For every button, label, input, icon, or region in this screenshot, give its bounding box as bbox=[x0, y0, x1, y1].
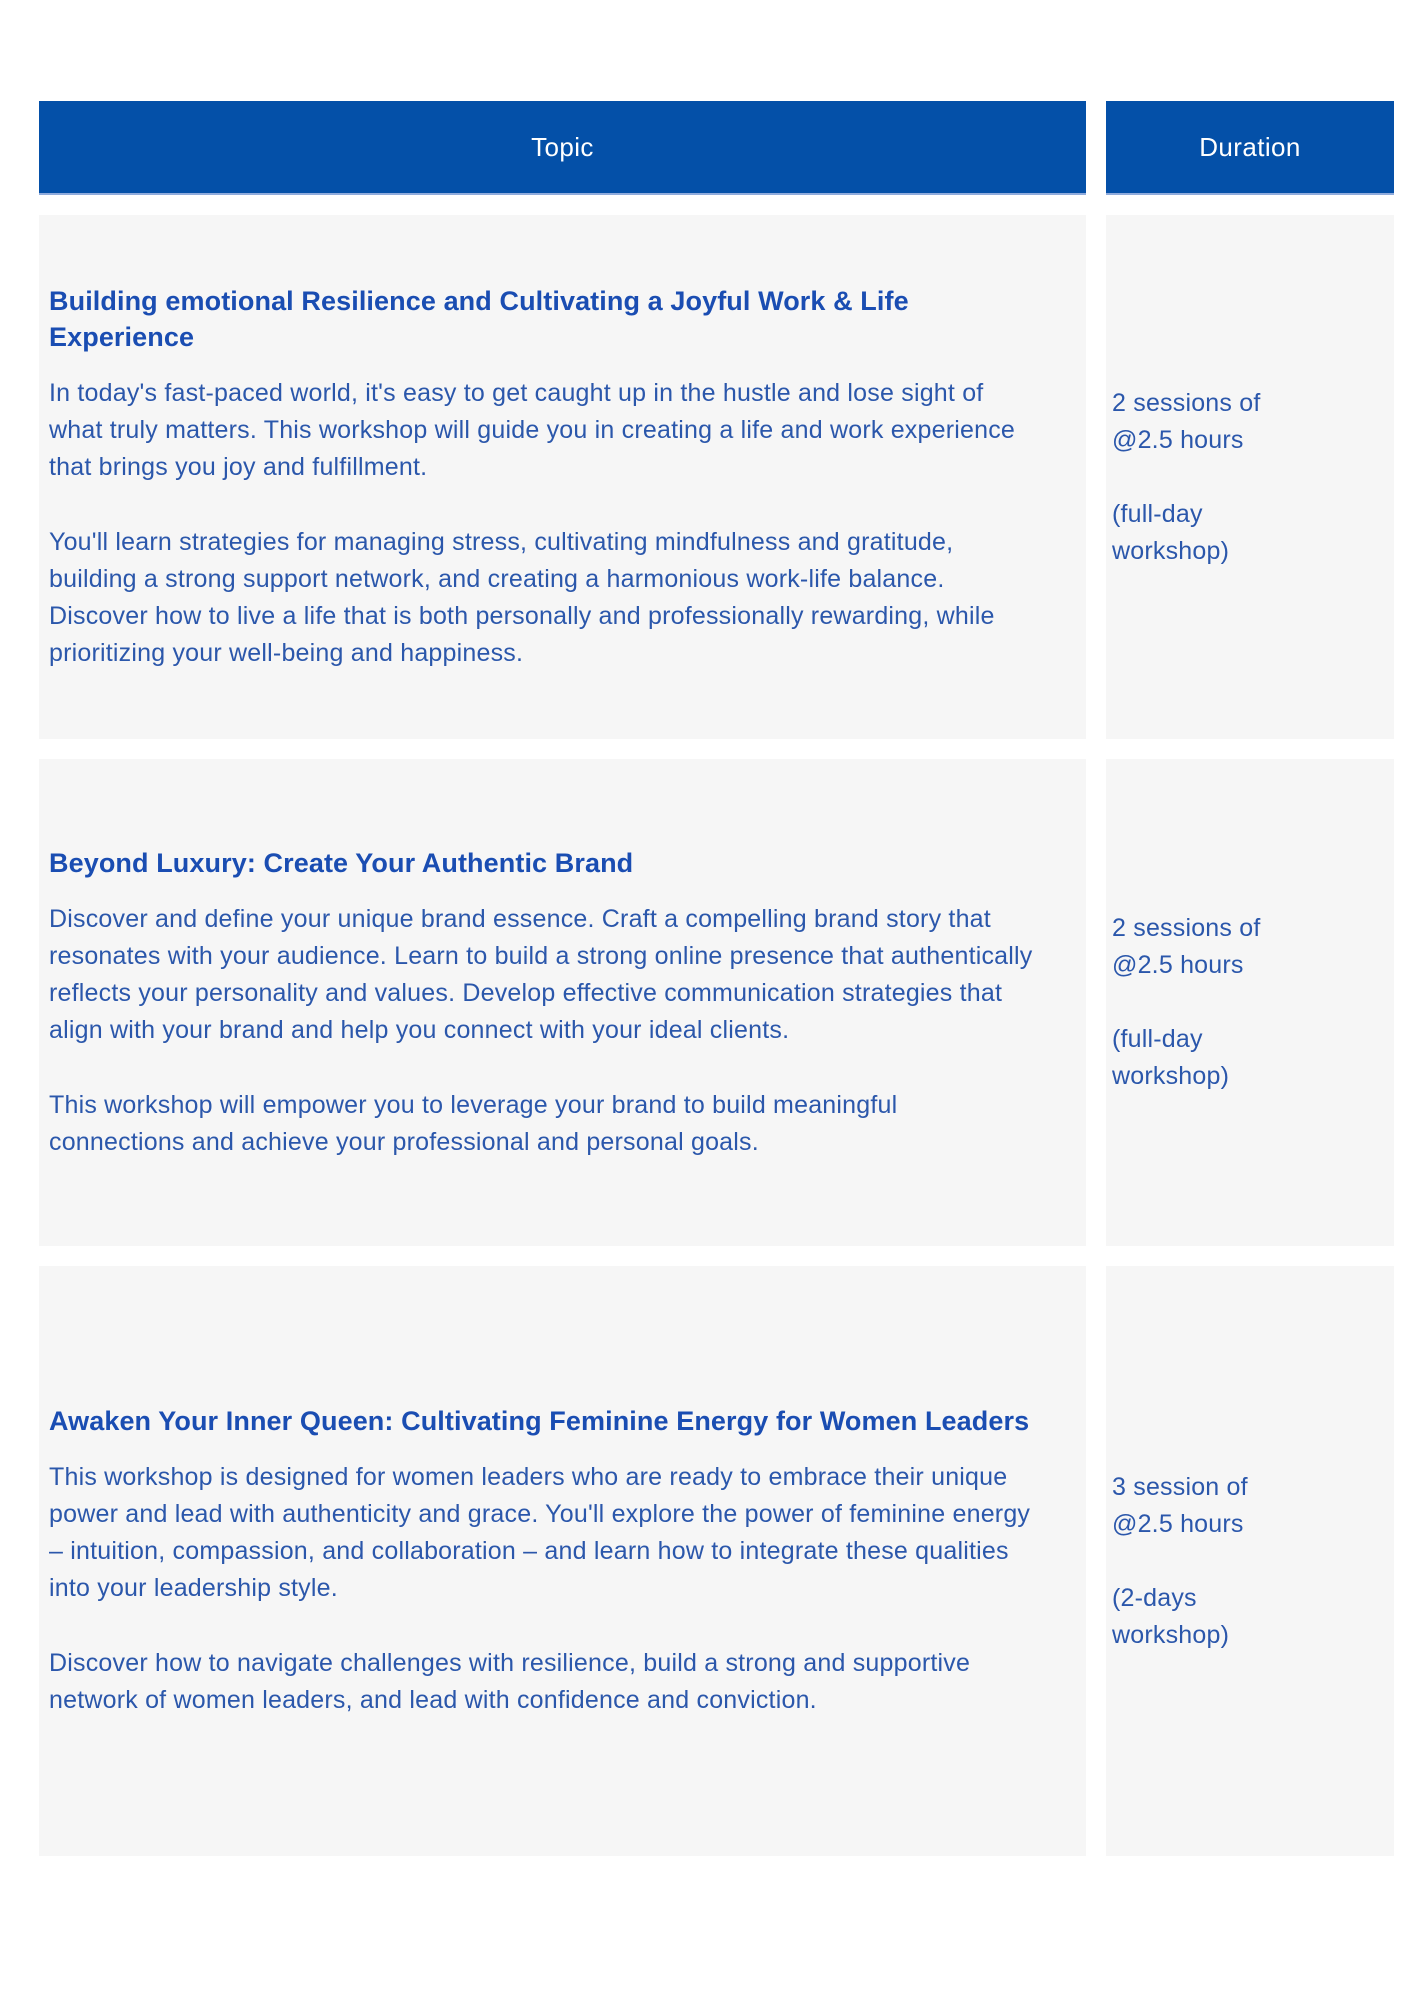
table-row-1-duration-cell bbox=[1106, 215, 1394, 739]
duration-header-label: Duration bbox=[1199, 131, 1301, 162]
duration-format: (full-day workshop) bbox=[1112, 1025, 1230, 1090]
workshop-title: Beyond Luxury: Create Your Authentic Brand bbox=[49, 847, 634, 878]
duration-header-cell bbox=[1106, 101, 1394, 195]
workshop-title: Building emotional Resilience and Cultivating a Joyful Work & Life Experience bbox=[49, 285, 909, 352]
duration-text bbox=[1112, 1469, 1294, 1654]
workshops-table bbox=[39, 101, 1394, 1856]
workshop-paragraph: Discover and define your unique brand essence. Craft a compelling brand story that resonates with your audience. Learn to build a strong online presence that authentically reflects your personality and values. Develop effective communication strategies that align with your brand and help you connect with your ideal clients. bbox=[49, 904, 1033, 1044]
duration-text bbox=[1112, 385, 1294, 570]
table-row-2-topic-cell bbox=[39, 759, 1086, 1246]
duration-sessions: 3 session of @2.5 hours bbox=[1112, 1472, 1248, 1538]
duration-text bbox=[1112, 910, 1294, 1095]
topic-header-cell bbox=[39, 101, 1086, 195]
workshop-description bbox=[49, 1459, 1038, 1719]
duration-sessions: 2 sessions of @2.5 hours bbox=[1112, 914, 1261, 979]
table-row-3-duration-cell bbox=[1106, 1266, 1394, 1856]
workshop-paragraph: You'll learn strategies for managing stress, cultivating mindfulness and gratitude, building a strong support network, and creating a harmonious work-life balance. Discover how to live a life that is both personally and professionally rewarding, while prioritizing your well-being and happiness. bbox=[49, 527, 995, 667]
table-row-1-topic-cell bbox=[39, 215, 1086, 739]
topic-header-label: Topic bbox=[531, 131, 594, 162]
workshop-title: Awaken Your Inner Queen: Cultivating Feminine Energy for Women Leaders bbox=[49, 1406, 1030, 1436]
workshop-paragraph: This workshop will empower you to leverage your brand to build meaningful connections and achieve your professional and personal goals. bbox=[49, 1090, 898, 1156]
table-row-3-topic-cell bbox=[39, 1266, 1086, 1856]
workshop-description bbox=[49, 375, 1038, 672]
workshop-paragraph: This workshop is designed for women leaders who are ready to embrace their unique power and lead with authenticity and grace. You'll explore the power of feminine energy – intuition, compassion, and collaboration – and learn how to integrate these qualities into your leadership style. bbox=[49, 1463, 1031, 1602]
workshop-paragraph: Discover how to navigate challenges with resilience, build a strong and supportive network of women leaders, and lead with confidence and conviction. bbox=[49, 1649, 971, 1714]
table-row-2-duration-cell bbox=[1106, 759, 1394, 1246]
workshop-paragraph: In today's fast-paced world, it's easy to get caught up in the hustle and lose sight of what truly matters. This workshop will guide you in creating a life and work experience that brings you joy and fulfillment. bbox=[49, 378, 1015, 481]
duration-format: (2-days workshop) bbox=[1112, 1583, 1230, 1649]
workshop-description bbox=[49, 901, 1038, 1161]
duration-format: (full-day workshop) bbox=[1112, 499, 1230, 565]
duration-sessions: 2 sessions of @2.5 hours bbox=[1112, 388, 1261, 454]
